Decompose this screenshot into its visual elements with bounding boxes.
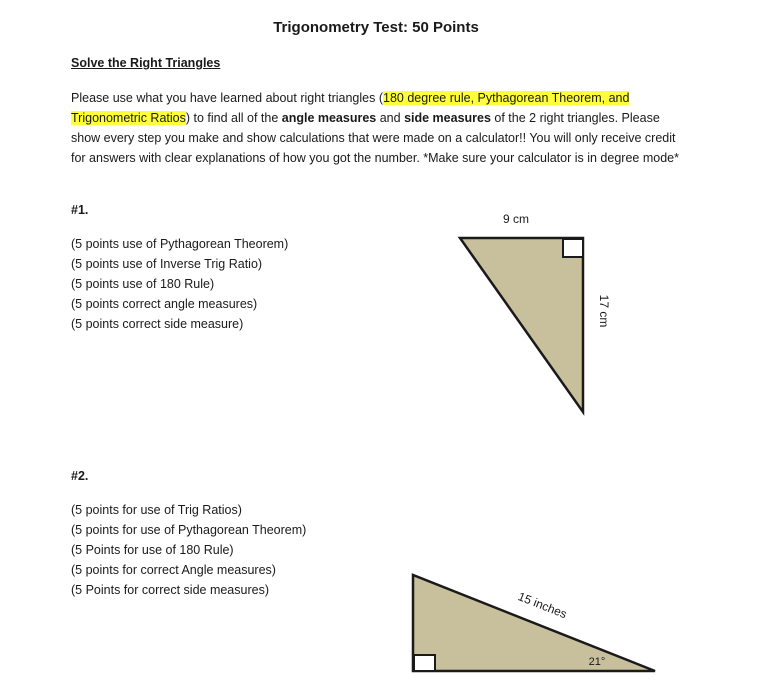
intro-text-3: ) to find all of the: [185, 111, 282, 125]
intro-highlight: 180 degree rule, Pythagorean Theorem, and Trigonometric Ratios: [71, 91, 630, 125]
triangle-2-shape: [413, 575, 655, 671]
problem-2-label: #2.: [71, 469, 89, 483]
criteria-item: (5 Points for correct side measures): [71, 583, 269, 597]
page-title: Trigonometry Test: 50 Points: [273, 19, 479, 36]
intro-text-7: of the 2 right triangles. Please show every step you make and show calculations that were made on a calculator!! You will only receive credit for answers with clear explanations of how you got the number. *Make sure your calculator is in degree mode*: [71, 111, 679, 165]
intro-bold-side: side measures: [404, 111, 491, 125]
criteria-item: (5 points for use of Trig Ratios): [71, 503, 242, 517]
criteria-item: (5 points correct side measure): [71, 317, 244, 331]
triangle-1-top-label: 9 cm: [502, 212, 530, 226]
triangle-2-hypotenuse-label: 15 inches: [516, 589, 569, 622]
intro-text-1: Please use what you have learned about right triangles (: [71, 91, 383, 105]
right-angle-marker: [414, 655, 435, 671]
criteria-item: (5 points use of 180 Rule): [71, 277, 215, 291]
criteria-item: (5 points for correct Angle measures): [71, 563, 276, 577]
criteria-item: (5 Points for use of 180 Rule): [71, 543, 234, 557]
right-angle-marker: [563, 239, 583, 257]
triangle-1-shape: [460, 238, 583, 412]
intro-text-5: and: [376, 111, 405, 125]
section-heading: Solve the Right Triangles: [71, 56, 221, 70]
criteria-item: (5 points for use of Pythagorean Theorem): [71, 523, 307, 537]
criteria-item: (5 points correct angle measures): [71, 297, 258, 311]
criteria-item: (5 points use of Pythagorean Theorem): [71, 237, 289, 251]
triangle-2: [413, 575, 655, 671]
triangle-1-side-label: 17 cm: [597, 294, 611, 328]
triangle-1: [460, 212, 611, 412]
triangle-2-angle-label: 21°: [588, 656, 606, 668]
criteria-item: (5 points use of Inverse Trig Ratio): [71, 257, 263, 271]
problem-1-label: #1.: [71, 203, 89, 217]
intro-bold-angle: angle measures: [281, 111, 377, 125]
